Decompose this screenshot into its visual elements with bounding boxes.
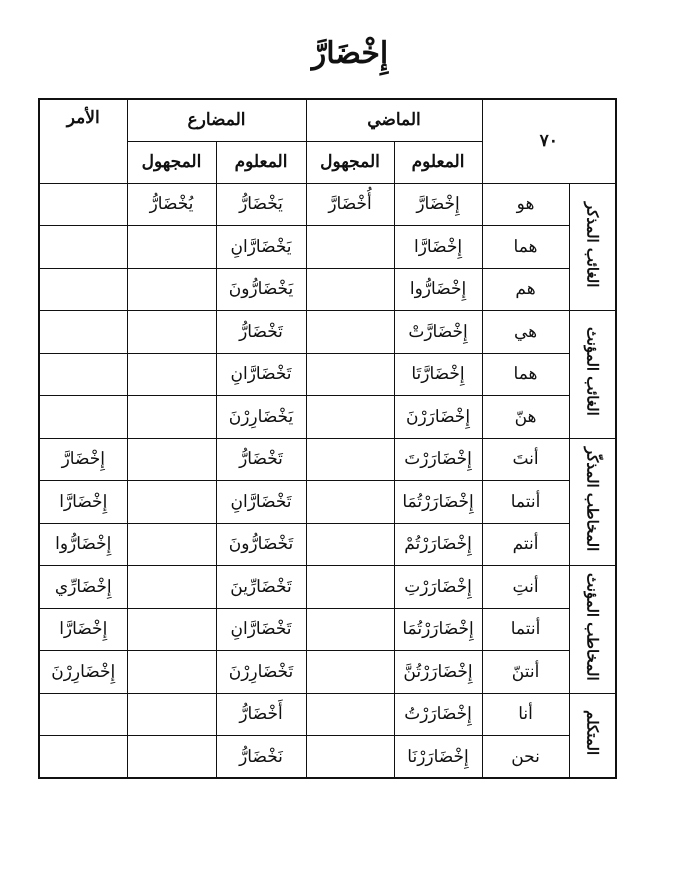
mudari-majhul-cell [127, 438, 216, 481]
mudari-majhul-cell [127, 396, 216, 439]
amr-cell: إِخْضَارُّوا [39, 523, 127, 566]
madi-majhul-cell [306, 268, 394, 311]
pronoun-cell: هما [482, 226, 569, 269]
mudari-majhul-cell [127, 226, 216, 269]
person-group-label [569, 438, 616, 566]
pronoun-cell: أنتم [482, 523, 569, 566]
conjugation-table [38, 98, 617, 779]
amr-cell [39, 311, 127, 354]
mudari-majhul-header: المجهول [127, 141, 216, 183]
madi-malum-cell: إِخْضَارُّوا [394, 268, 482, 311]
person-group-label [569, 183, 616, 311]
madi-majhul-cell [306, 481, 394, 524]
pronoun-cell: أنتما [482, 481, 569, 524]
pronoun-cell: هم [482, 268, 569, 311]
madi-malum-cell: إِخْضَارَّا [394, 226, 482, 269]
mudari-malum-cell: يَخْضَارُّ [216, 183, 306, 226]
table-row [39, 396, 616, 439]
person-group-label [569, 311, 616, 439]
mudari-malum-cell: تَخْضَارُّونَ [216, 523, 306, 566]
madi-malum-cell: إِخْضَارَرْتِ [394, 566, 482, 609]
pronoun-cell: هو [482, 183, 569, 226]
mudari-majhul-cell [127, 311, 216, 354]
verb-form-number: ٧٠ [482, 99, 616, 183]
table-row [39, 481, 616, 524]
mudari-malum-cell: تَخْضَارَّانِ [216, 353, 306, 396]
pronoun-cell: أنتَ [482, 438, 569, 481]
madi-majhul-cell [306, 353, 394, 396]
mudari-malum-cell: يَخْضَارِرْنَ [216, 396, 306, 439]
madi-majhul-cell [306, 396, 394, 439]
mudari-majhul-cell [127, 523, 216, 566]
mudari-majhul-cell [127, 651, 216, 694]
madi-majhul-cell [306, 608, 394, 651]
mudari-majhul-cell [127, 268, 216, 311]
madi-majhul-cell [306, 566, 394, 609]
mudari-majhul-cell: يُخْضَارُّ [127, 183, 216, 226]
mudari-malum-cell: نَخْضَارُّ [216, 736, 306, 779]
pronoun-cell: هنّ [482, 396, 569, 439]
madi-malum-cell: إِخْضَارَرْتَ [394, 438, 482, 481]
group-label-text: الغائب المذكر [583, 201, 602, 287]
madi-malum-cell: إِخْضَارَّتَا [394, 353, 482, 396]
madi-majhul-cell [306, 523, 394, 566]
madi-majhul-cell [306, 651, 394, 694]
table-row [39, 183, 616, 226]
amr-cell: إِخْضَارِرْنَ [39, 651, 127, 694]
mudari-malum-cell: تَخْضَارِّينَ [216, 566, 306, 609]
person-group-label [569, 566, 616, 694]
amr-cell [39, 736, 127, 779]
table-row [39, 566, 616, 609]
page-title: إِخْضَارَّ [311, 36, 389, 71]
table-row [39, 608, 616, 651]
madi-majhul-header: المجهول [306, 141, 394, 183]
amr-cell [39, 396, 127, 439]
table-row [39, 651, 616, 694]
madi-malum-cell: إِخْضَارَرْتُمَا [394, 481, 482, 524]
amr-cell [39, 353, 127, 396]
amr-cell [39, 183, 127, 226]
mudari-majhul-cell [127, 566, 216, 609]
mudari-majhul-cell [127, 693, 216, 736]
mudari-majhul-cell [127, 608, 216, 651]
mudari-malum-cell: تَخْضَارِرْنَ [216, 651, 306, 694]
madi-majhul-cell [306, 736, 394, 779]
madi-malum-cell: إِخْضَارَرْتُمْ [394, 523, 482, 566]
table-row [39, 736, 616, 779]
mudari-malum-cell: تَخْضَارَّانِ [216, 481, 306, 524]
madi-majhul-cell: أُخْضَارَّ [306, 183, 394, 226]
madi-malum-cell: إِخْضَارَرْنَ [394, 396, 482, 439]
pronoun-cell: أنتِ [482, 566, 569, 609]
madi-majhul-cell [306, 311, 394, 354]
table-row [39, 438, 616, 481]
madi-majhul-cell [306, 226, 394, 269]
person-group-label [569, 693, 616, 778]
madi-malum-cell: إِخْضَارَّ [394, 183, 482, 226]
amr-cell [39, 268, 127, 311]
amr-cell: إِخْضَارَّا [39, 481, 127, 524]
amr-cell: إِخْضَارَّ [39, 438, 127, 481]
table-row [39, 523, 616, 566]
mudari-majhul-cell [127, 736, 216, 779]
group-label-text: المخاطب المذكّر [583, 447, 602, 552]
table-row [39, 226, 616, 269]
pronoun-cell: هما [482, 353, 569, 396]
mudari-malum-cell: تَخْضَارُّ [216, 311, 306, 354]
pronoun-cell: أنا [482, 693, 569, 736]
mudari-malum-cell: أَخْضَارُّ [216, 693, 306, 736]
madi-malum-header: المعلوم [394, 141, 482, 183]
table-row [39, 311, 616, 354]
madi-malum-cell: إِخْضَارَرْتُ [394, 693, 482, 736]
amr-cell [39, 693, 127, 736]
madi-header: الماضي [306, 99, 482, 141]
pronoun-cell: أنتما [482, 608, 569, 651]
amr-cell: إِخْضَارِّي [39, 566, 127, 609]
mudari-malum-cell: تَخْضَارَّانِ [216, 608, 306, 651]
table-row [39, 353, 616, 396]
madi-malum-cell: إِخْضَارَرْتُنَّ [394, 651, 482, 694]
pronoun-cell: هي [482, 311, 569, 354]
mudari-majhul-cell [127, 353, 216, 396]
amr-cell [39, 226, 127, 269]
mudari-malum-cell: تَخْضَارُّ [216, 438, 306, 481]
mudari-majhul-cell [127, 481, 216, 524]
amr-cell: إِخْضَارَّا [39, 608, 127, 651]
group-label-text: الغائب المؤنث [583, 327, 602, 417]
amr-header: الأمر [39, 99, 127, 183]
madi-malum-cell: إِخْضَارَرْتُمَا [394, 608, 482, 651]
pronoun-cell: أنتنّ [482, 651, 569, 694]
mudari-malum-header: المعلوم [216, 141, 306, 183]
table-row [39, 693, 616, 736]
mudari-malum-cell: يَخْضَارَّانِ [216, 226, 306, 269]
header-row-top [39, 99, 616, 141]
mudari-header: المضارع [127, 99, 306, 141]
table-row [39, 268, 616, 311]
madi-malum-cell: إِخْضَارَّتْ [394, 311, 482, 354]
madi-majhul-cell [306, 693, 394, 736]
group-label-text: المتكلم [583, 710, 602, 756]
pronoun-cell: نحن [482, 736, 569, 779]
mudari-malum-cell: يَخْضَارُّونَ [216, 268, 306, 311]
madi-malum-cell: إِخْضَارَرْنَا [394, 736, 482, 779]
madi-majhul-cell [306, 438, 394, 481]
group-label-text: المخاطب المؤنث [583, 572, 602, 681]
